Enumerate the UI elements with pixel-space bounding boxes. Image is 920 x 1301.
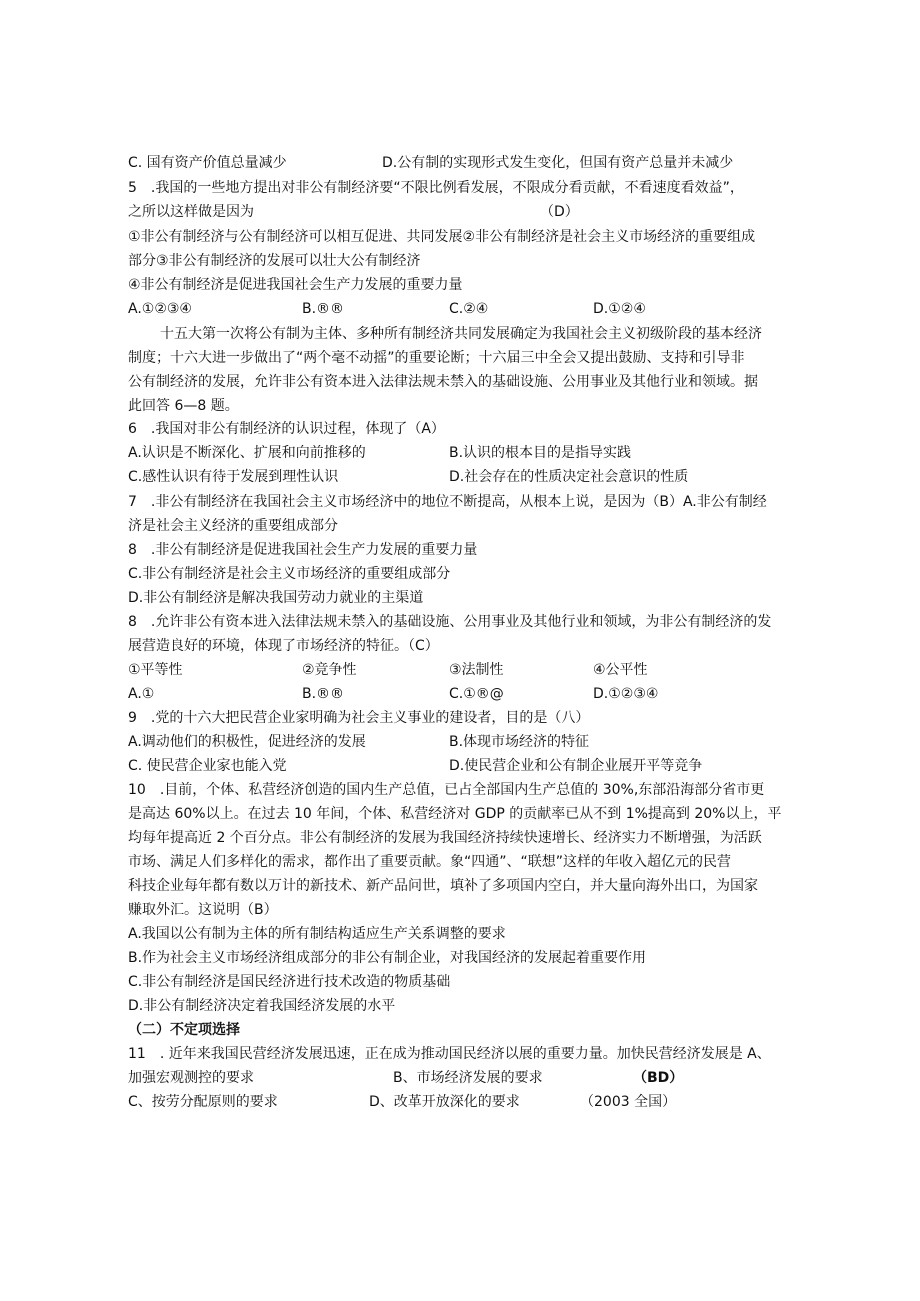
question-9-option-d: D.使民营企业和公有制企业展开平等竞争 bbox=[449, 758, 703, 774]
section-heading: （二）不定项选择 bbox=[128, 1022, 240, 1038]
question-10-stem-4: 市场、满足人们多样化的需求，都作出了重要贡献。象“四通”、“联想”这样的年收入超亿元的民营 bbox=[128, 854, 732, 870]
question-5-stem-cont: 之所以这样做是因为 bbox=[128, 204, 254, 220]
question-10-option-b: B.作为社会主义市场经济组成部分的非公有制企业，对我国经济的发展起着重要作用 bbox=[128, 950, 647, 966]
question-8-item-2: ②竞争性 bbox=[302, 662, 357, 678]
question-11-answer: （BD） bbox=[633, 1070, 684, 1086]
question-8-stem: 8 .允许非公有资本进入法律法规未禁入的基础设施、公用事业及其他行业和领域，为非公有制经济的发 bbox=[128, 614, 772, 630]
question-7-option-d: D.非公有制经济是解决我国劳动力就业的主渠道 bbox=[128, 590, 424, 606]
question-10-stem-6: 赚取外汇。这说明（B） bbox=[128, 902, 278, 918]
question-5-statement-2: 部分③非公有制经济的发展可以壮大公有制经济 bbox=[128, 253, 421, 269]
question-9-option-b: B.体现市场经济的特征 bbox=[449, 734, 590, 750]
question-8-item-3: ③法制性 bbox=[449, 662, 504, 678]
question-10-stem-1: 10 .目前，个体、私营经济创造的国内生产总值，已占全部国内生产总值的 30%,东部沿海部分省市更 bbox=[128, 782, 765, 798]
passage-line-2: 制度；十六大进一步做出了“两个毫不动摇”的重要论断；十六届三中全会又提出鼓励、支持和引导非 bbox=[128, 350, 745, 366]
question-5-option-c: C.②④ bbox=[449, 301, 489, 317]
question-10-stem-3: 均每年提高近 2 个百分点。非公有制经济的发展为我国经济持续快速增长、经济实力不断增强，为活跃 bbox=[128, 830, 762, 846]
question-8-item-4: ④公平性 bbox=[593, 662, 648, 678]
question-9-option-c: C. 使民营企业家也能入党 bbox=[128, 758, 287, 774]
question-10-option-a: A.我国以公有制为主体的所有制结构适应生产关系调整的要求 bbox=[128, 926, 506, 942]
question-5-stem: 5 .我国的一些地方提出对非公有制经济要“不限比例看发展，不限成分看贡献，不看速度看效益”， bbox=[128, 180, 744, 196]
question-10-option-d: D.非公有制经济决定着我国经济发展的水平 bbox=[128, 998, 396, 1014]
question-11-option-b: B、市场经济发展的要求 bbox=[393, 1070, 543, 1086]
question-11-stem: 11 . 近年来我国民营经济发展迅速，正在成为推动国民经济以展的重要力量。加快民营经济发展是 A、 bbox=[128, 1046, 771, 1062]
question-7-option-b: 8 .非公有制经济是促进我国社会生产力发展的重要力量 bbox=[128, 542, 478, 558]
question-8-option-a: A.① bbox=[128, 686, 155, 702]
question-8-option-b: B.®® bbox=[302, 686, 345, 702]
question-11-option-d: D、改革开放深化的要求 bbox=[369, 1094, 520, 1110]
question-6-option-b: B.认识的根本目的是指导实践 bbox=[449, 445, 632, 461]
question-7-option-c: C.非公有制经济是社会主义市场经济的重要组成部分 bbox=[128, 566, 451, 582]
option-c-line: C. 国有资产价值总量减少 bbox=[128, 155, 287, 171]
question-9-stem: 9 .党的十六大把民营企业家明确为社会主义事业的建设者，目的是（八） bbox=[128, 710, 590, 726]
question-5-answer: （D） bbox=[540, 204, 579, 220]
option-d-line: D.公有制的实现形式发生变化，但国有资产总量并未减少 bbox=[382, 155, 734, 171]
question-7-stem: 7 .非公有制经济在我国社会主义市场经济中的地位不断提高，从根本上说，是因为（B）A.非公有制经 bbox=[128, 494, 767, 510]
question-6-option-d: D.社会存在的性质决定社会意识的性质 bbox=[449, 469, 689, 485]
question-5-statement-1: ①非公有制经济与公有制经济可以相互促进、共同发展②非公有制经济是社会主义市场经济的重要组成 bbox=[128, 229, 756, 245]
question-6-option-a: A.认识是不断深化、扩展和向前推移的 bbox=[128, 445, 366, 461]
question-8-stem-cont: 展营造良好的环境，体现了市场经济的特征。（C） bbox=[128, 638, 439, 654]
passage-line-1: 十五大第一次将公有制为主体、多种所有制经济共同发展确定为我国社会主义初级阶段的基本经济 bbox=[160, 326, 762, 342]
question-10-option-c: C.非公有制经济是国民经济进行技术改造的物质基础 bbox=[128, 974, 451, 990]
passage-line-4: 此回答 6—8 题。 bbox=[128, 398, 239, 414]
question-10-stem-2: 是高达 60%以上。在过去 10 年间，个体、私营经济对 GDP 的贡献率已从不到 1%提高到 20%以上，平 bbox=[128, 806, 782, 822]
question-11-source: （2003 全国） bbox=[580, 1094, 677, 1110]
question-6-option-c: C.感性认识有待于发展到理性认识 bbox=[128, 469, 339, 485]
question-11-option-a: 加强宏观测控的要求 bbox=[128, 1070, 254, 1086]
question-8-option-c: C.①®@ bbox=[449, 686, 504, 702]
question-11-option-c: C、按劳分配原则的要求 bbox=[128, 1094, 278, 1110]
question-5-option-d: D.①②④ bbox=[593, 301, 646, 317]
question-8-item-1: ①平等性 bbox=[128, 662, 183, 678]
question-5-option-b: B.®® bbox=[302, 301, 345, 317]
question-5-statement-3: ④非公有制经济是促进我国社会生产力发展的重要力量 bbox=[128, 277, 463, 293]
question-9-option-a: A.调动他们的积极性，促进经济的发展 bbox=[128, 734, 366, 750]
question-10-stem-5: 科技企业每年都有数以万计的新技术、新产品问世，填补了多项国内空白，并大量向海外出口，为国家 bbox=[128, 878, 758, 894]
question-6-stem: 6 .我国对非公有制经济的认识过程，体现了（A） bbox=[128, 421, 445, 437]
question-7-stem-cont: 济是社会主义经济的重要组成部分 bbox=[128, 518, 338, 534]
passage-line-3: 公有制经济的发展，允许非公有资本进入法律法规未禁入的基础设施、公用事业及其他行业和领域。据 bbox=[128, 374, 758, 390]
question-8-option-d: D.①②③④ bbox=[593, 686, 659, 702]
question-5-option-a: A.①②③④ bbox=[128, 301, 192, 317]
